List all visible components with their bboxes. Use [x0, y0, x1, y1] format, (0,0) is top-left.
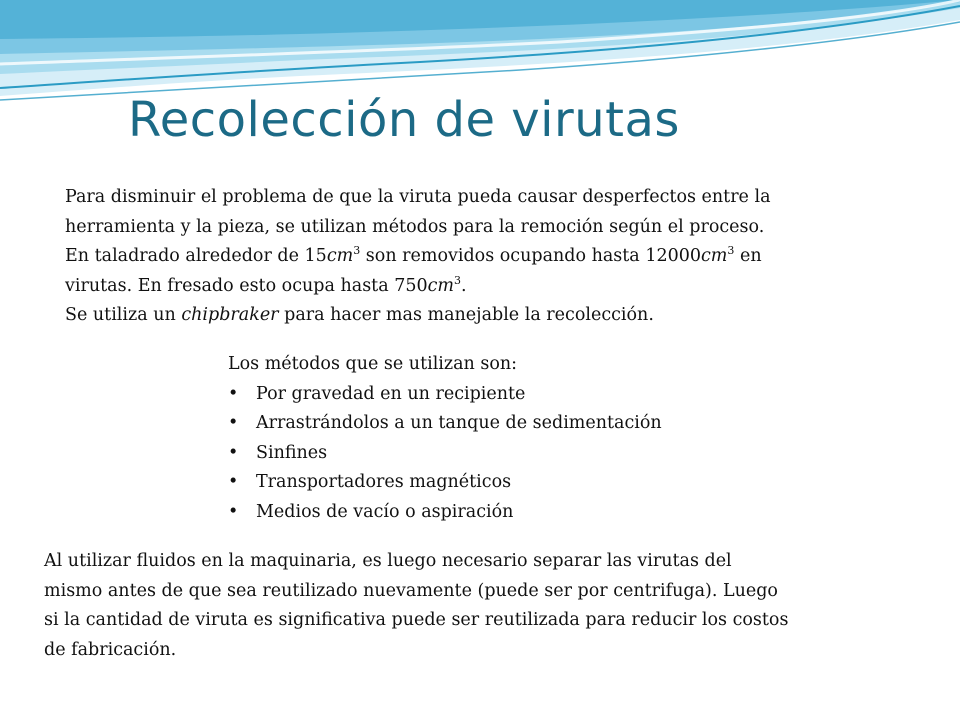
milling-volume: $750cm^3$	[394, 273, 462, 296]
chipbraker-term: chipbraker	[181, 305, 279, 325]
bullet-icon: •	[228, 413, 239, 433]
outro-line: si la cantidad de viruta es significativa puede ser reutilizada para reducir los costos	[44, 610, 789, 630]
en-text: en	[739, 246, 762, 266]
intro-line-1: Para disminuir el problema de que la viruta pueda causar desperfectos entre la	[65, 187, 771, 207]
list-item: • Por gravedad en un recipiente	[228, 380, 788, 410]
intro-line-3	[65, 242, 905, 272]
intro-paragraph	[65, 183, 905, 331]
methods-heading: Los métodos que se utilizan son:	[228, 354, 518, 374]
list-item: • Transportadores magnéticos	[228, 468, 788, 498]
drilling-text: En taladrado alrededor de	[65, 246, 299, 266]
methods-section	[228, 350, 788, 527]
outro-paragraph	[44, 547, 924, 665]
period: .	[461, 275, 467, 296]
bullet-icon: •	[228, 442, 239, 463]
chip-volume: $12000cm^3$	[645, 244, 735, 266]
bullet-icon: •	[228, 383, 239, 404]
list-item: • Sinfines	[228, 439, 788, 469]
chipbraker-rest: para hacer mas manejable la recolección.	[284, 305, 654, 325]
slide-title: Recolección de virutas	[128, 92, 680, 148]
milling-text: virutas. En fresado esto ocupa hasta	[65, 275, 389, 296]
bullet-icon: •	[228, 472, 239, 492]
bullet-icon: •	[228, 501, 239, 522]
intro-line-2: herramienta y la pieza, se utilizan métodos para la remoción según el proceso.	[65, 216, 765, 237]
chipbraker-lead: Se utiliza un	[65, 305, 176, 325]
removed-text: son removidos ocupando hasta	[365, 246, 640, 266]
intro-line-5	[65, 301, 905, 331]
outro-line: de fabricación.	[44, 639, 177, 660]
outro-line: Al utilizar fluidos en la maquinaria, es luego necesario separar las virutas del	[44, 551, 732, 571]
list-item: • Medios de vacío o aspiración	[228, 498, 788, 528]
drilling-volume: $15cm^3$	[304, 244, 361, 266]
list-item: • Arrastrándolos a un tanque de sedimentación	[228, 409, 788, 439]
methods-list	[228, 380, 788, 528]
intro-line-4	[65, 272, 905, 302]
outro-line: mismo antes de que sea reutilizado nuevamente (puede ser por centrifuga). Luego	[44, 580, 778, 601]
